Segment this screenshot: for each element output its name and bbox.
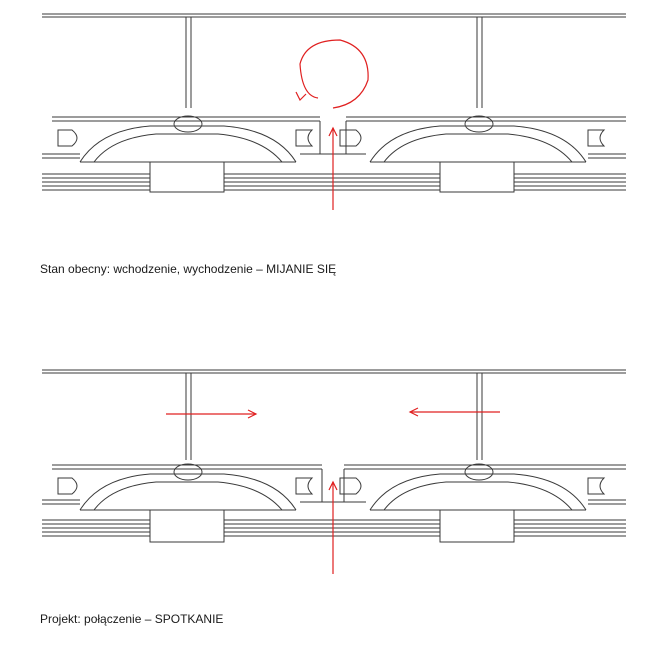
plan-project [0, 352, 664, 562]
plan-linework [42, 370, 626, 542]
plan-current-state [0, 0, 664, 210]
meeting-movement-arrows [166, 408, 500, 574]
floor-plan-drawing-project [0, 352, 664, 582]
caption-current-state: Stan obecny: wchodzenie, wychodzenie – MIJANIE SIĘ [40, 262, 337, 276]
passing-movement-arrows [296, 40, 368, 210]
caption-project: Projekt: połączenie – SPOTKANIE [40, 612, 224, 626]
floor-plan-drawing [0, 0, 664, 210]
